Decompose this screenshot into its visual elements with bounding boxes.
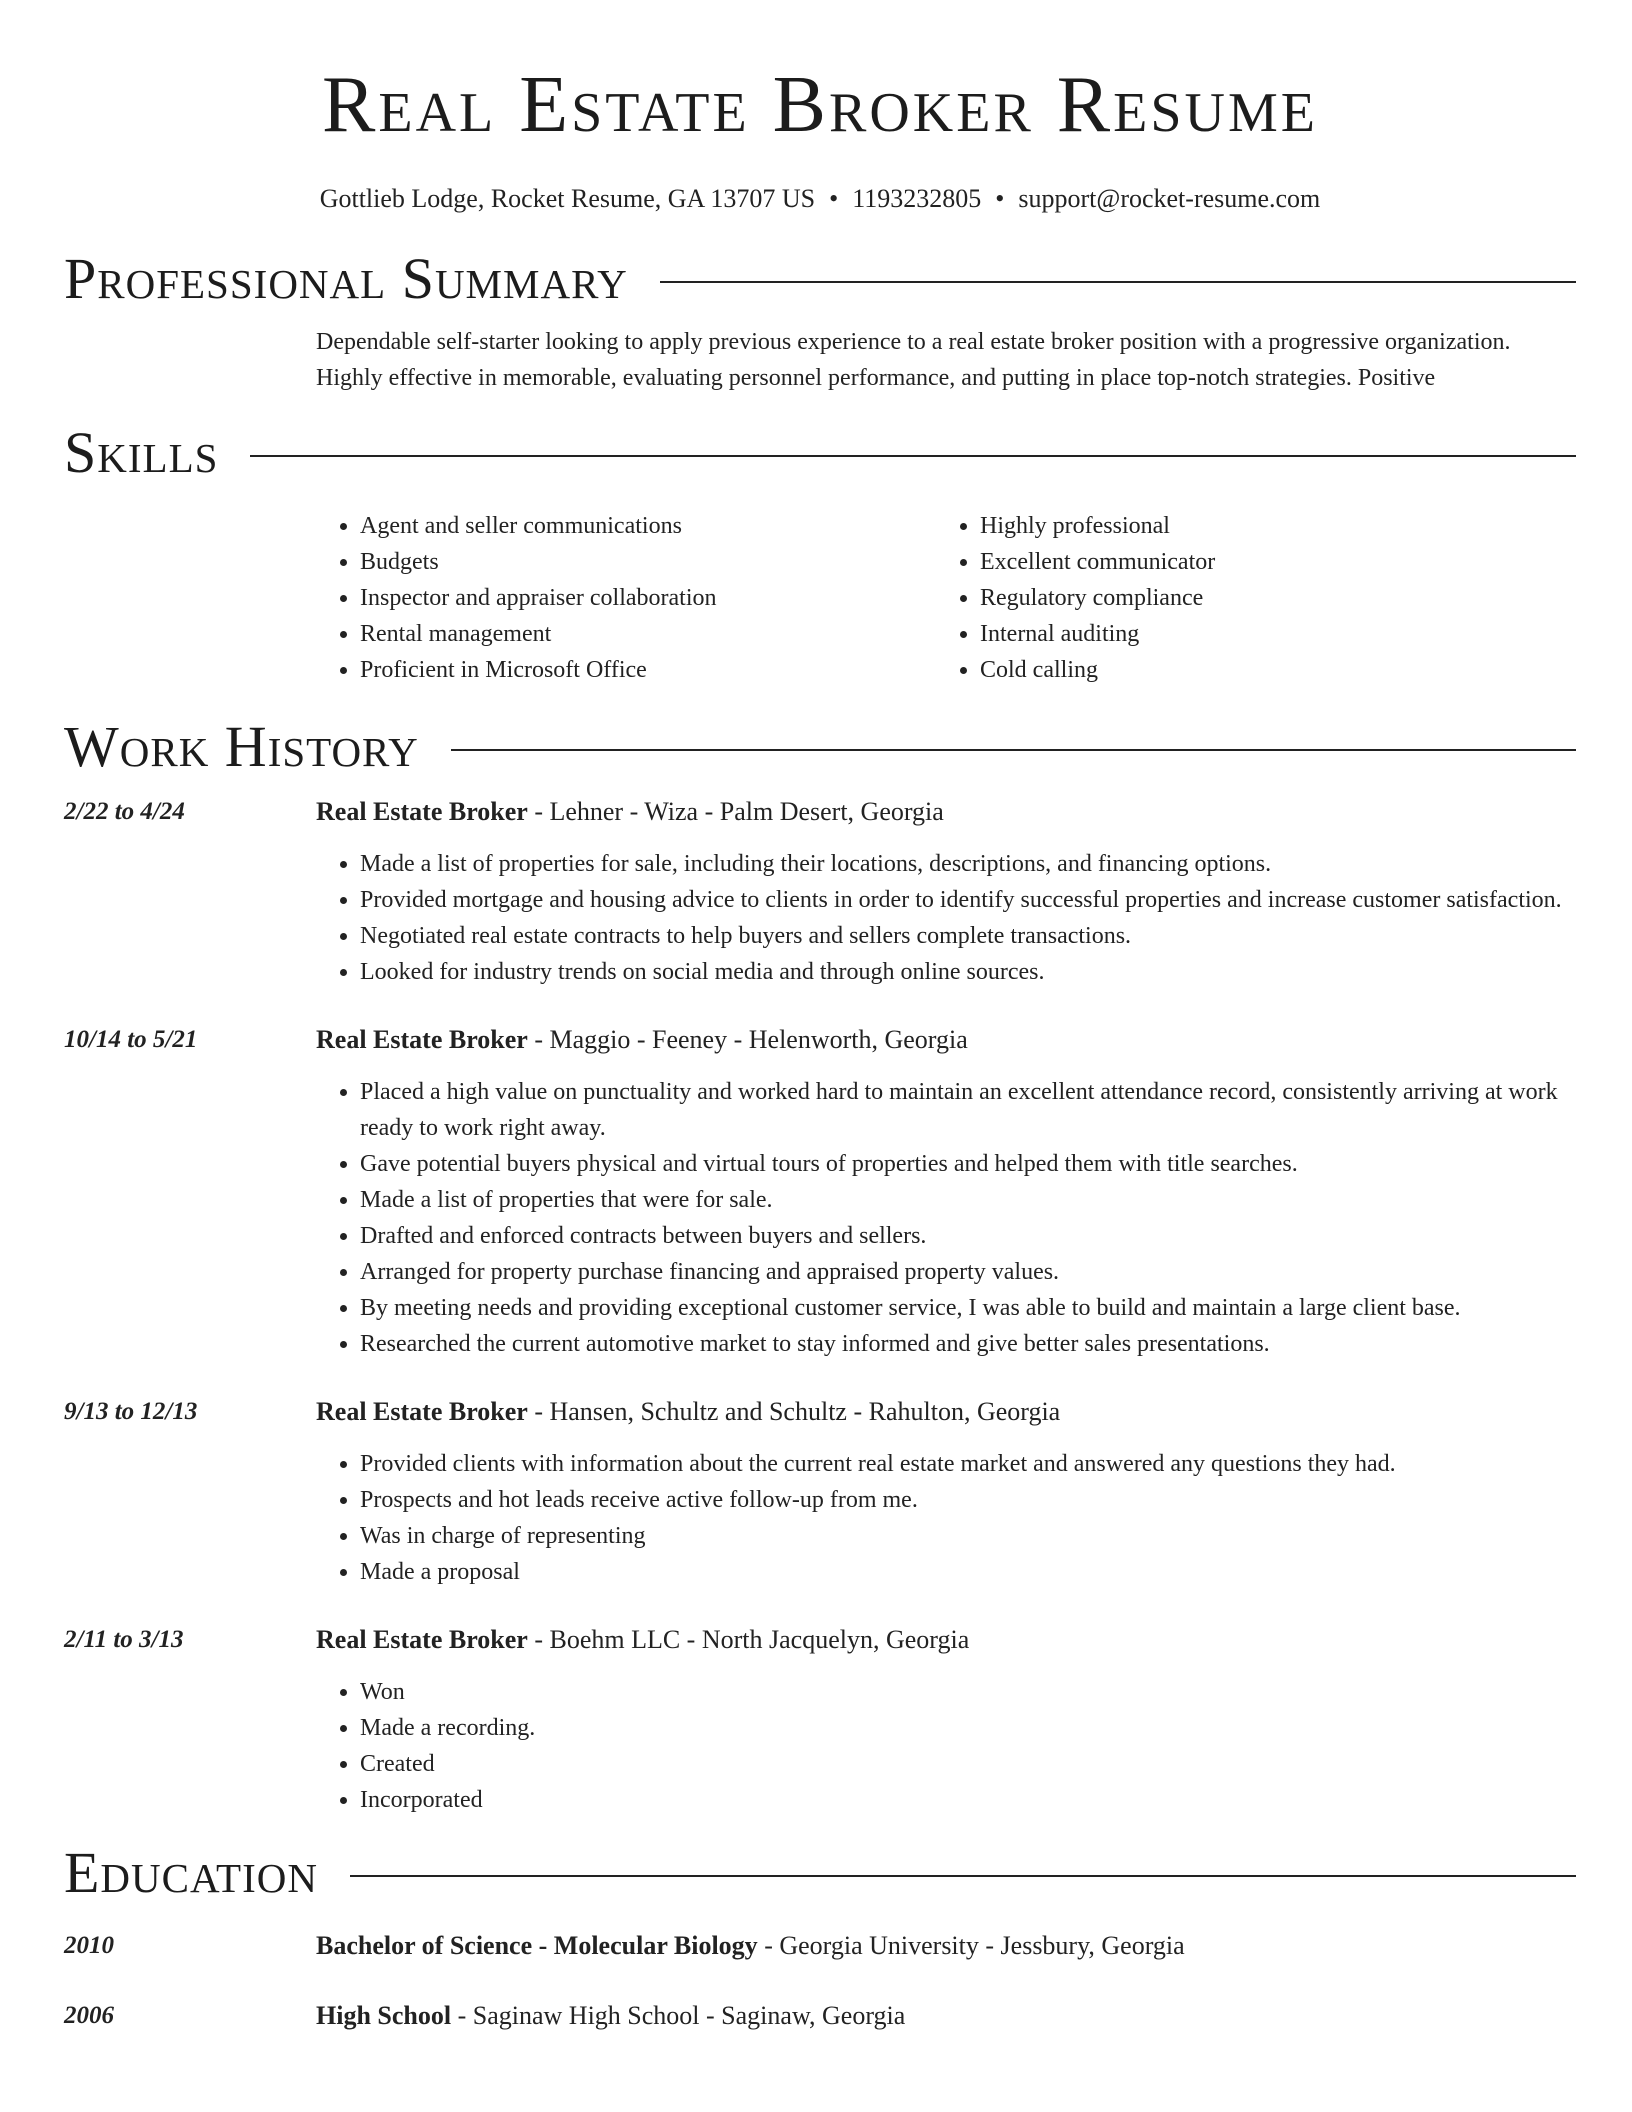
work-heading: Work History: [64, 714, 419, 779]
job-heading: [316, 1622, 1576, 1658]
job-bullet: • Made a recording.: [360, 1710, 1576, 1746]
job-entry: [64, 1622, 1576, 1818]
education-list: [64, 1928, 1576, 2034]
job-heading: [316, 1022, 1576, 1058]
summary-text: Dependable self-starter looking to apply previous experience to a real estate broker position with a progressive organization. Highly effective in memorable, evaluating personnel performance, and putting in place top-notch strategies. Positive: [316, 329, 1511, 391]
education-year: 2010: [64, 1932, 114, 1959]
job-bullets: [316, 1074, 1576, 1362]
contact-separator: •: [829, 184, 839, 213]
work-section-header: [64, 716, 1576, 778]
section-divider: [350, 1875, 1576, 1877]
skill-item: • Rental management: [360, 616, 936, 652]
job-bullet: • By meeting needs and providing exceptional customer service, I was able to build and maintain a large client base.: [360, 1290, 1576, 1326]
education-degree: High School: [316, 2001, 452, 2030]
education-heading: Education: [64, 1840, 318, 1905]
job-title: Real Estate Broker: [316, 797, 528, 826]
job-entry: [64, 1022, 1576, 1362]
job-title: Real Estate Broker: [316, 1025, 528, 1054]
job-heading: [316, 794, 1576, 830]
job-entry: [64, 794, 1576, 990]
job-entry: [64, 1394, 1576, 1590]
skill-item: • Excellent communicator: [980, 544, 1556, 580]
job-bullets: [316, 846, 1576, 990]
job-employer: - Maggio - Feeney - Helenworth, Georgia: [527, 1025, 968, 1054]
job-bullets: [316, 1446, 1576, 1590]
summary-heading: Professional Summary: [64, 246, 628, 311]
resume-page: [64, 0, 1576, 2034]
education-body: [316, 1998, 1576, 2034]
skill-item: • Internal auditing: [980, 616, 1556, 652]
section-divider: [660, 281, 1576, 283]
skill-item: • Highly professional: [980, 508, 1556, 544]
job-bullet: • Prospects and hot leads receive active follow-up from me.: [360, 1482, 1576, 1518]
job-bullet: • Incorporated: [360, 1782, 1576, 1818]
skills-list: [316, 508, 1576, 688]
job-bullet: • Provided mortgage and housing advice to clients in order to identify successful properties and increase customer satisfaction.: [360, 882, 1576, 918]
skills-section-header: [64, 422, 1576, 484]
job-employer: - Boehm LLC - North Jacquelyn, Georgia: [527, 1625, 970, 1654]
job-title: Real Estate Broker: [316, 1625, 528, 1654]
education-entry: [64, 1998, 1576, 2034]
skill-item: • Inspector and appraiser collaboration: [360, 580, 936, 616]
job-bullet: • Provided clients with information about the current real estate market and answered any questions they had.: [360, 1446, 1576, 1482]
job-body: [316, 1622, 1576, 1818]
skill-item: • Regulatory compliance: [980, 580, 1556, 616]
education-school: - Saginaw High School - Saginaw, Georgia: [451, 2001, 906, 2030]
job-body: [316, 794, 1576, 990]
contact-address: Gottlieb Lodge, Rocket Resume, GA 13707 US: [319, 184, 816, 213]
contact-phone: 1193232805: [852, 184, 982, 213]
job-bullet: • Gave potential buyers physical and virtual tours of properties and helped them with title searches.: [360, 1146, 1576, 1182]
job-bullet: • Drafted and enforced contracts between buyers and sellers.: [360, 1218, 1576, 1254]
job-bullet: • Won: [360, 1674, 1576, 1710]
section-divider: [451, 749, 1576, 751]
skills-column-left: [316, 508, 936, 688]
job-bullet: • Made a list of properties that were for sale.: [360, 1182, 1576, 1218]
job-bullet: • Arranged for property purchase financing and appraised property values.: [360, 1254, 1576, 1290]
job-dates: 2/22 to 4/24: [64, 798, 185, 825]
job-heading: [316, 1394, 1576, 1430]
job-body: [316, 1022, 1576, 1362]
job-bullet: • Researched the current automotive market to stay informed and give better sales presentations.: [360, 1326, 1576, 1362]
education-degree: Bachelor of Science - Molecular Biology: [316, 1931, 758, 1960]
job-dates: 10/14 to 5/21: [64, 1026, 198, 1053]
section-divider: [250, 455, 1576, 457]
education-entry: [64, 1928, 1576, 1964]
skill-item: • Cold calling: [980, 652, 1556, 688]
skills-column-right: [936, 508, 1556, 688]
skill-item: • Budgets: [360, 544, 936, 580]
skill-item: • Proficient in Microsoft Office: [360, 652, 936, 688]
job-title: Real Estate Broker: [316, 1397, 528, 1426]
education-year: 2006: [64, 2002, 114, 2029]
job-bullet: • Looked for industry trends on social media and through online sources.: [360, 954, 1576, 990]
job-dates: 2/11 to 3/13: [64, 1626, 184, 1653]
job-bullet: • Negotiated real estate contracts to help buyers and sellers complete transactions.: [360, 918, 1576, 954]
contact-separator: •: [995, 184, 1005, 213]
job-dates: 9/13 to 12/13: [64, 1398, 198, 1425]
summary-section-header: [64, 248, 1576, 310]
job-employer: - Lehner - Wiza - Palm Desert, Georgia: [527, 797, 944, 826]
education-school: - Georgia University - Jessbury, Georgia: [757, 1931, 1185, 1960]
contact-email[interactable]: support@rocket-resume.com: [1018, 184, 1321, 213]
job-employer: - Hansen, Schultz and Schultz - Rahulton, Georgia: [527, 1397, 1061, 1426]
job-bullet: • Created: [360, 1746, 1576, 1782]
contact-line: [64, 182, 1576, 216]
job-bullet: • Was in charge of representing: [360, 1518, 1576, 1554]
education-body: [316, 1928, 1576, 1964]
job-bullet: • Placed a high value on punctuality and worked hard to maintain an excellent attendance record, consistently arriving at work ready to work right away.: [360, 1074, 1576, 1146]
job-bullets: [316, 1674, 1576, 1818]
skills-heading: Skills: [64, 420, 219, 485]
work-history-list: [64, 794, 1576, 1818]
job-body: [316, 1394, 1576, 1590]
education-section-header: [64, 1842, 1576, 1904]
resume-title: Real Estate Broker Resume: [322, 61, 1318, 149]
skill-item: • Agent and seller communications: [360, 508, 936, 544]
job-bullet: • Made a proposal: [360, 1554, 1576, 1590]
job-bullet: • Made a list of properties for sale, including their locations, descriptions, and financing options.: [360, 846, 1576, 882]
